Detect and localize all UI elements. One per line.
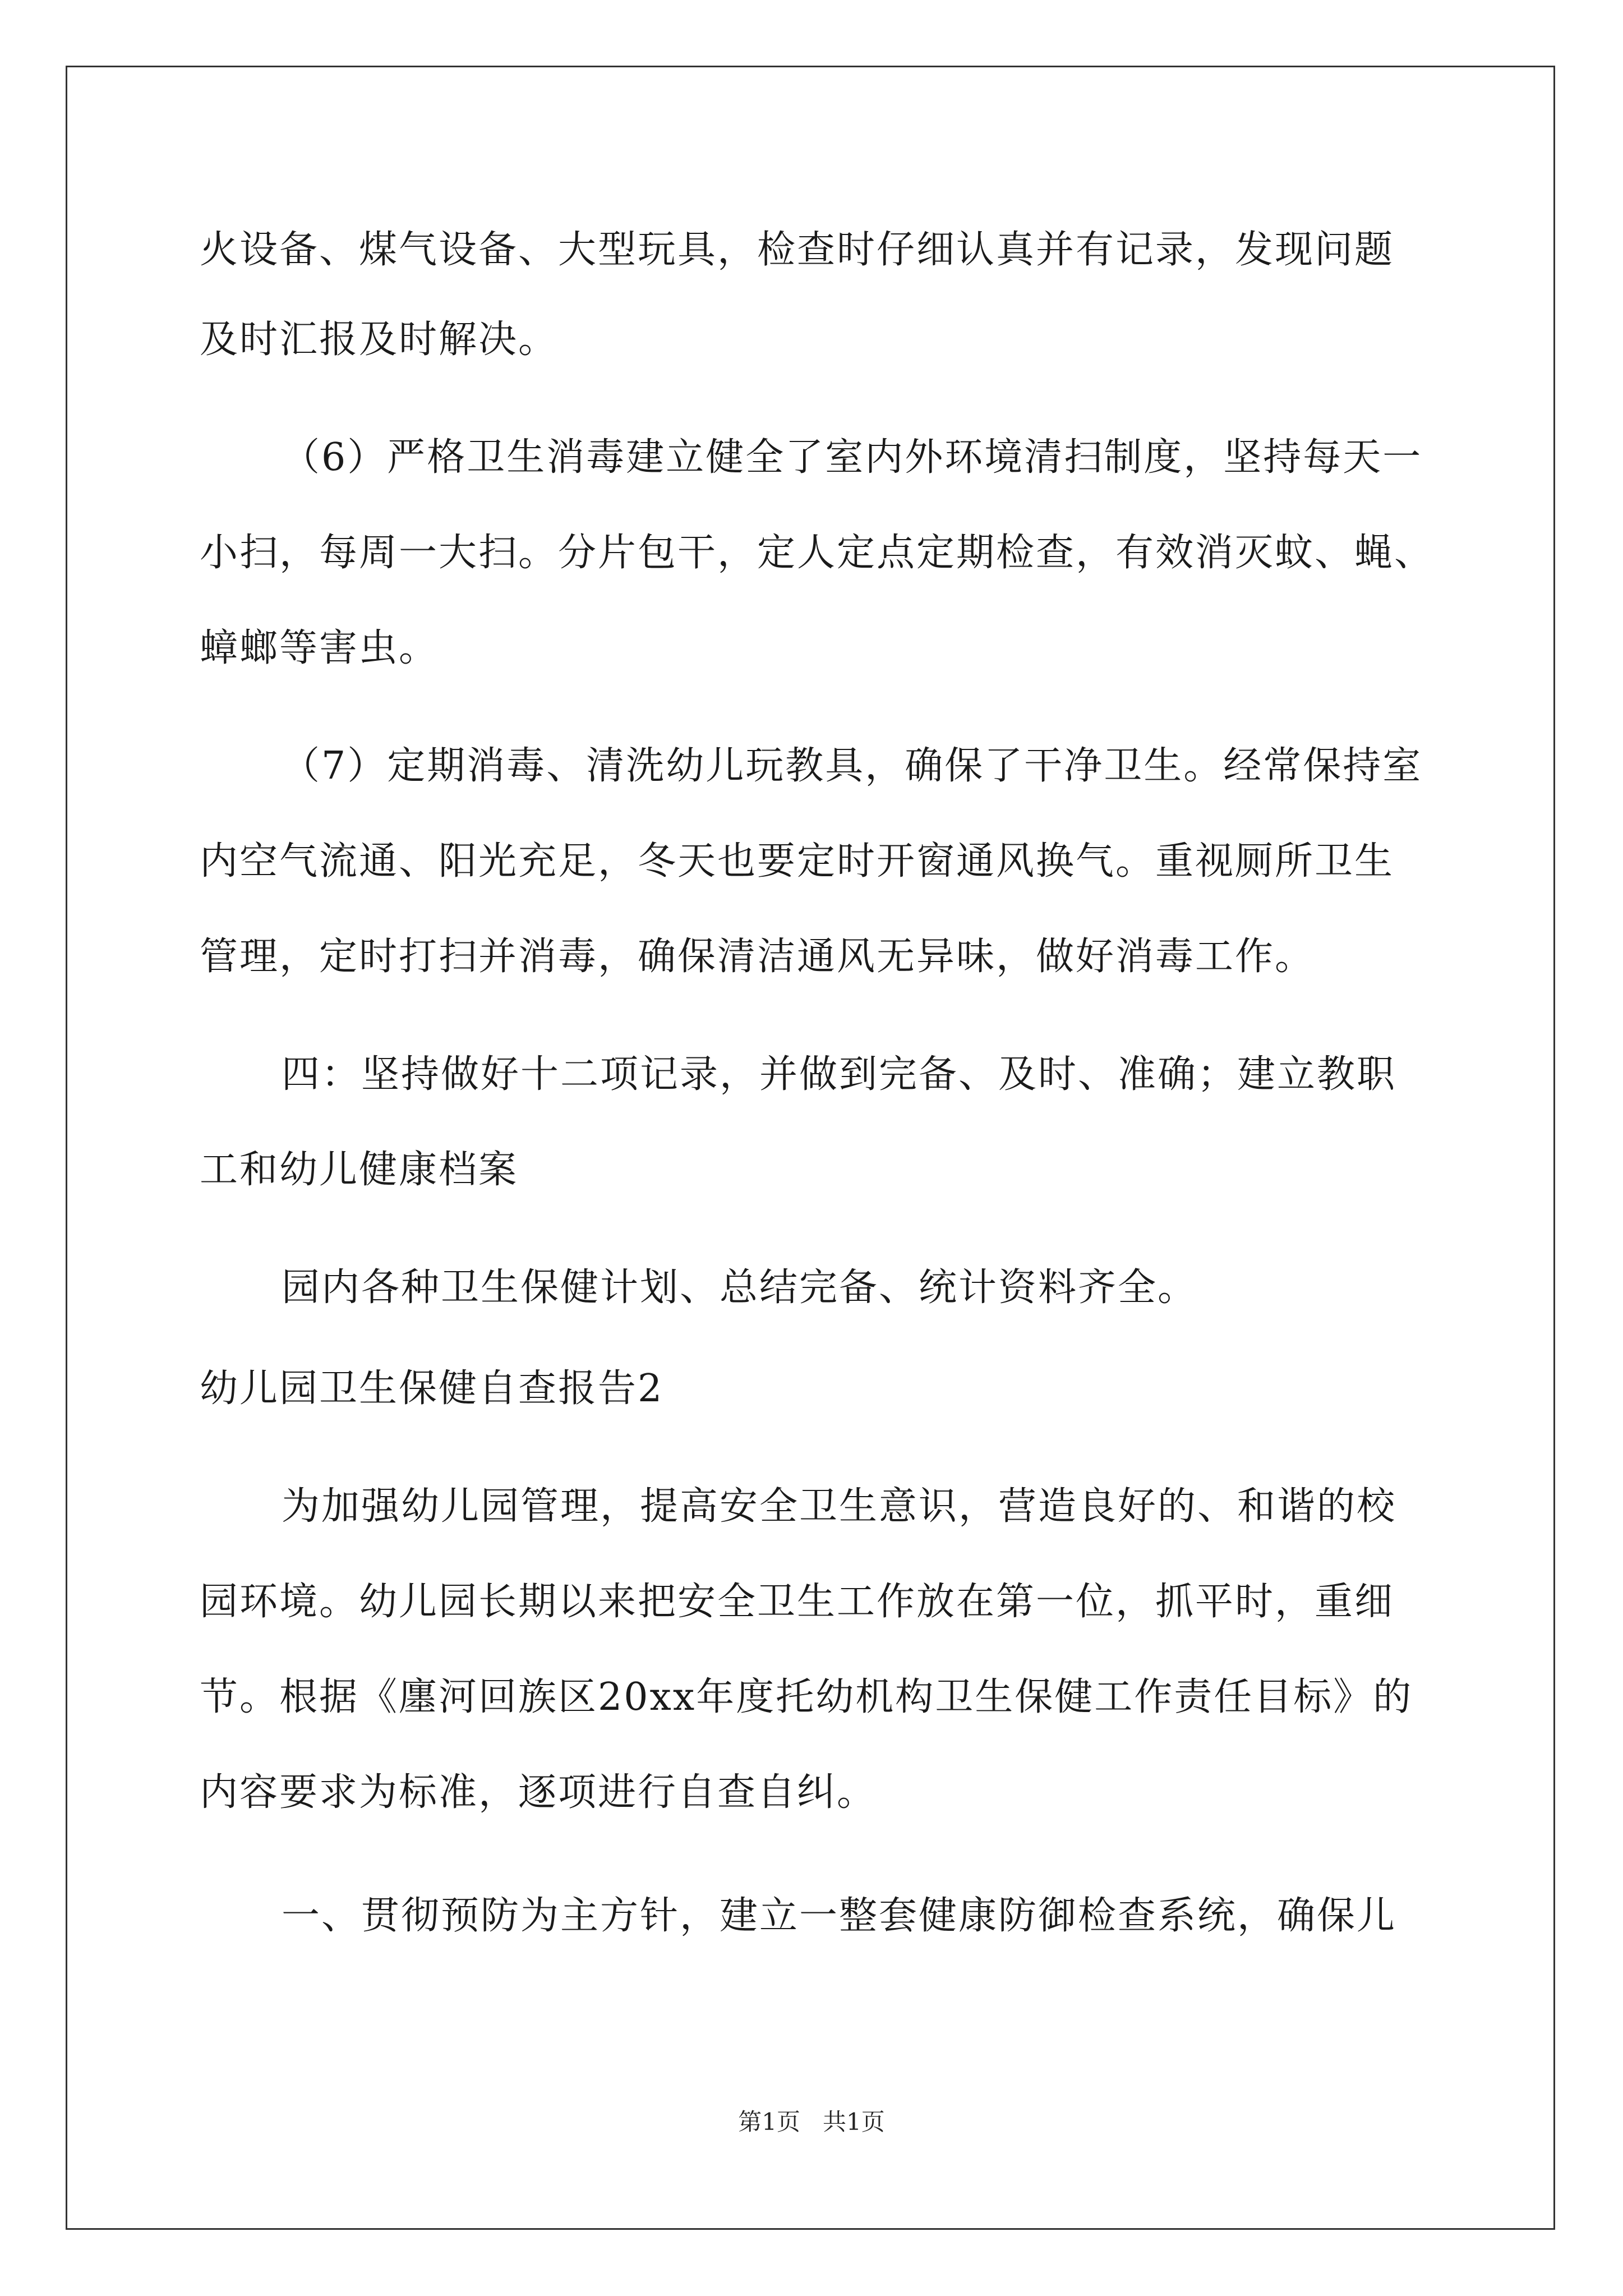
text-line: 一、贯彻预防为主方针，建立一整套健康防御检查系统，确保儿 <box>282 1894 1397 1938</box>
text-line: 四：坚持做好十二项记录，并做到完备、及时、准确；建立教职 <box>282 1052 1397 1097</box>
text-line: 内容要求为标准，逐项进行自查自纠。 <box>200 1770 877 1815</box>
text-line: 管理，定时打扫并消毒，确保清洁通风无异味，做好消毒工作。 <box>200 935 1315 979</box>
text-line: 园环境。幼儿园长期以来把安全卫生工作放在第一位，抓平时，重细 <box>200 1580 1395 1624</box>
text-line: 及时汇报及时解决。 <box>200 318 559 362</box>
text-line: （7）定期消毒、清洗幼儿玩教具，确保了干净卫生。经常保持室 <box>282 744 1423 788</box>
section-heading: 幼儿园卫生保健自查报告2 <box>200 1366 664 1411</box>
text-line: 园内各种卫生保健计划、总结完备、统计资料齐全。 <box>282 1266 1198 1310</box>
text-line: 工和幼儿健康档案 <box>200 1148 519 1192</box>
text-line: 为加强幼儿园管理，提高安全卫生意识，营造良好的、和谐的校 <box>282 1484 1397 1529</box>
text-line: 蟑螂等害虫。 <box>200 626 439 670</box>
text-line: 小扫，每周一大扫。分片包干，定人定点定期检查，有效消灭蚊、蝇、 <box>200 531 1435 575</box>
text-line: 内空气流通、阳光充足，冬天也要定时开窗通风换气。重视厕所卫生 <box>200 839 1395 884</box>
text-line: 火设备、煤气设备、大型玩具，检查时仔细认真并有记录，发现问题 <box>200 228 1395 272</box>
page-number-footer: 第1页 共1页 <box>738 2108 885 2136</box>
text-line: （6）严格卫生消毒建立健全了室内外环境清扫制度，坚持每天一 <box>282 435 1423 480</box>
text-line: 节。根据《廛河回族区20xx年度托幼机构卫生保健工作责任目标》的 <box>200 1675 1413 1719</box>
